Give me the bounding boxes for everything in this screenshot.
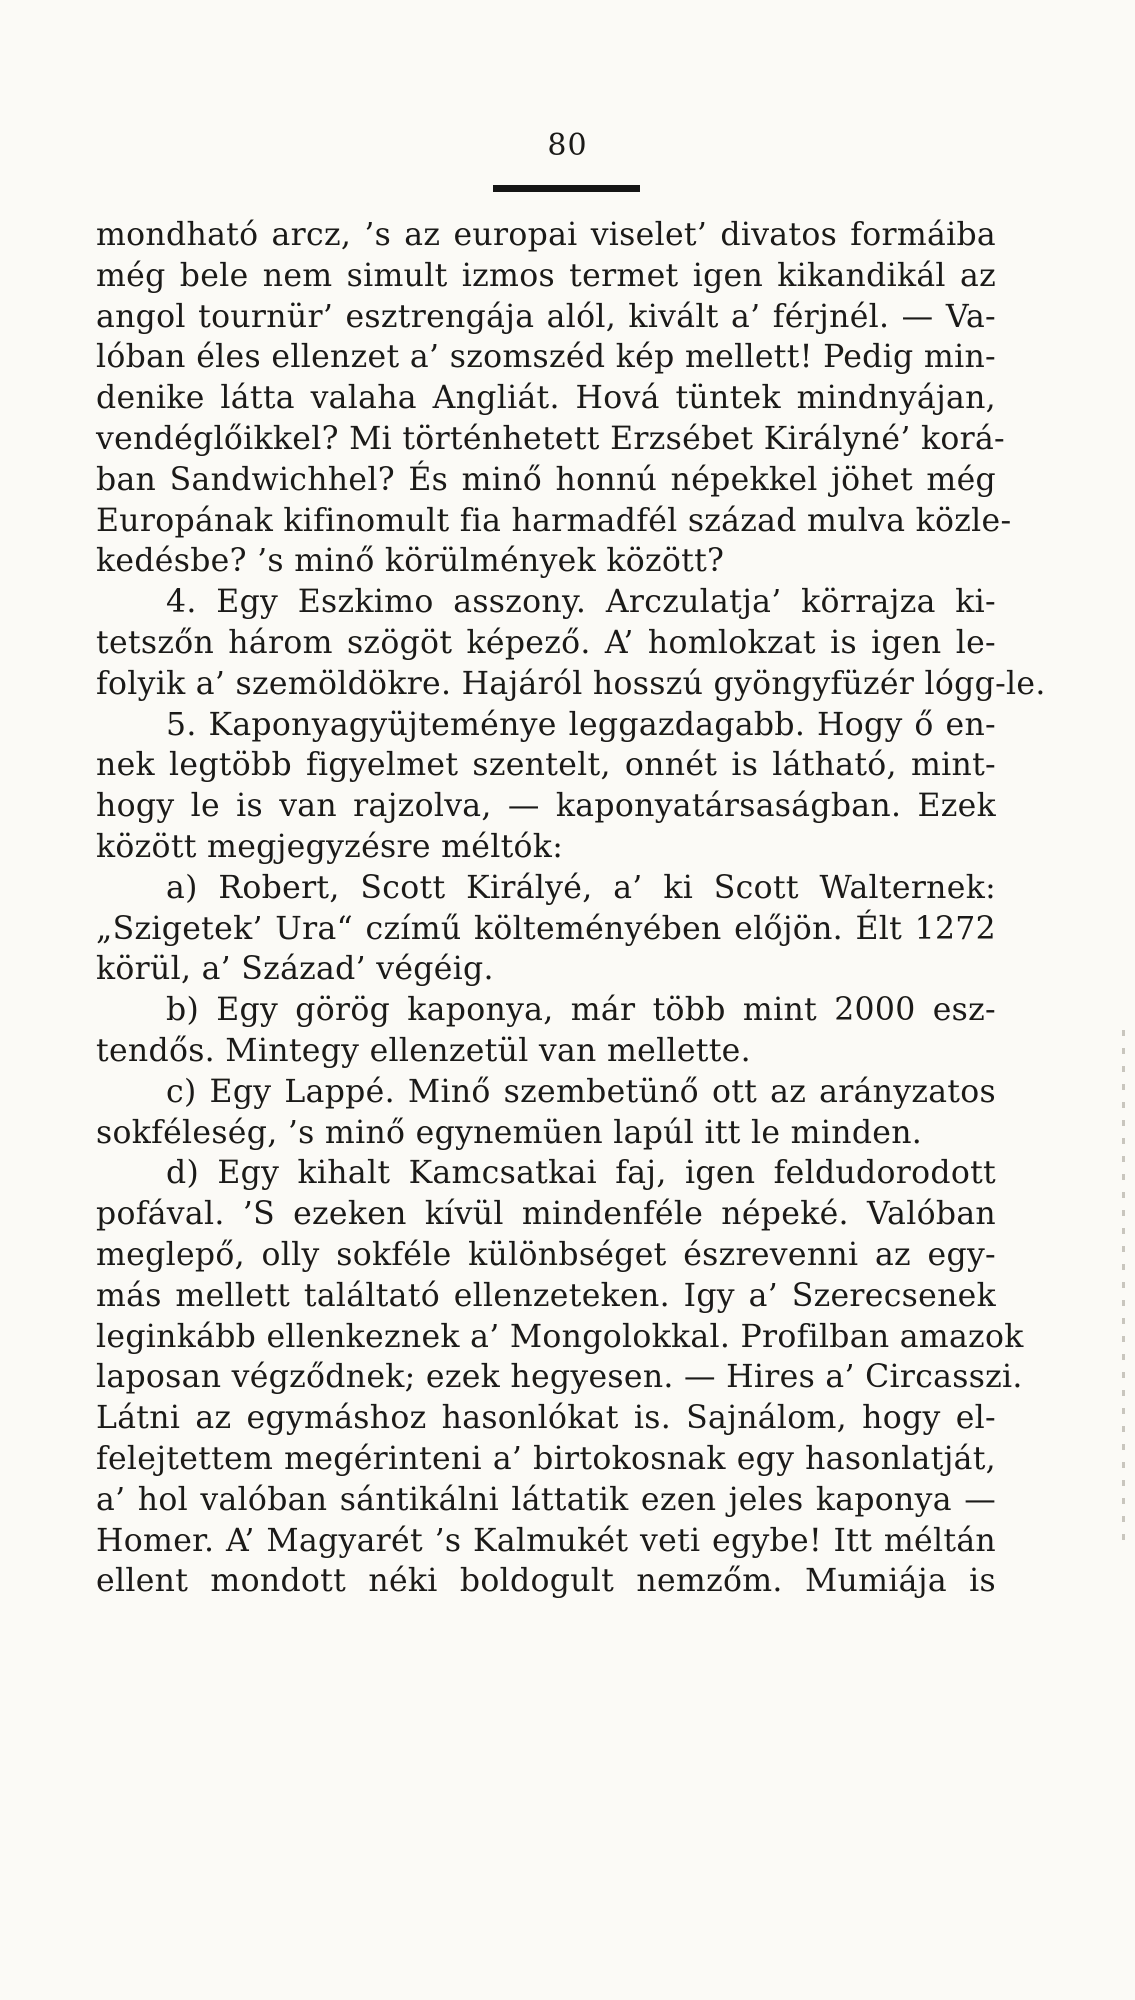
text-line: Europának kifinomult fia harmadfél század mulva közle- [96,502,1012,539]
text-line: leginkább ellenkeznek a’ Mongolokkal. Profilban amazok [96,1318,1024,1355]
page-edge-shadow [1122,1030,1125,1550]
text-line: még bele nem simult izmos termet igen kikandikál az [96,257,996,294]
text-line: mondható arcz, ’s az europai viselet’ divatos formáiba [96,217,996,253]
text-line: laposan végződnek; ezek hegyesen. — Hires a’ Circasszi. [96,1359,1023,1396]
text-line: hogy le is van rajzolva, — kaponyatársaságban. Ezek [96,788,996,825]
text-line: Látni az egymáshoz hasonlókat is. Sajnálom, hogy el- [96,1400,996,1437]
text-line: lóban éles ellenzet a’ szomszéd kép mellett! Pedig min- [96,339,996,376]
text-line: c) Egy Lappé. Minő szembetünő ott az arányzatos [166,1073,996,1110]
text-line: angol tournür’ esztrengája alól, kivált a’ férjnél. — Va- [96,298,996,335]
text-line: tendős. Mintegy ellenzetül van mellette. [96,1032,751,1069]
text-line: „Szigetek’ Ura“ czímű költeményében előjön. Élt 1272 [96,910,996,947]
text-line: denike látta valaha Angliát. Hová tüntek mindnyájan, [96,380,996,417]
text-line: felejtettem megérinteni a’ birtokosnak egy hasonlatját, [96,1440,996,1477]
text-line: a’ hol valóban sántikálni láttatik ezen jeles kaponya — [96,1481,996,1518]
body-text [96,215,1046,1602]
text-line: pofával. ’S ezeken kívül mindenféle népeké. Valóban [96,1196,996,1233]
text-line: sokféleség, ’s minő egynemüen lapúl itt le minden. [96,1114,923,1151]
text-line: a) Robert, Scott Királyé, a’ ki Scott Walternek: [166,869,996,906]
page-number: 80 [547,128,588,163]
text-line: más mellett találtató ellenzeteken. Igy a’ Szerecsenek [96,1277,996,1314]
text-line: d) Egy kihalt Kamcsatkai faj, igen feldudorodott [166,1155,996,1192]
text-line: tetszőn három szögöt képező. A’ homlokzat is igen le- [96,624,996,661]
text-line: körül, a’ Század’ végéig. [96,951,494,988]
text-line: Homer. A’ Magyarét ’s Kalmukét veti egybe! Itt méltán [96,1522,996,1559]
text-line: 5. Kaponyagyüjteménye leggazdagabb. Hogy ő en- [166,706,996,743]
header-rule [493,185,640,192]
text-line: ellent mondott néki boldogult nemzőm. Mumiája is [96,1563,996,1600]
text-line: kedésbe? ’s minő körülmények között? [96,543,725,580]
text-line: folyik a’ szemöldökre. Hajáról hosszú gyöngyfüzér lógg-le. [96,665,1046,702]
text-line: ban Sandwichhel? És minő honnú népekkel jöhet még [96,461,996,498]
text-line: b) Egy görög kaponya, már több mint 2000 esz- [166,992,996,1029]
text-line: nek legtöbb figyelmet szentelt, onnét is látható, mint- [96,747,996,784]
text-line: 4. Egy Eszkimo asszony. Arczulatja’ körrajza ki- [166,584,996,621]
text-line: meglepő, olly sokféle különbséget észrevenni az egy- [96,1236,996,1273]
text-line: vendéglőikkel? Mi történhetett Erzsébet Királyné’ korá- [96,420,1006,457]
text-line: között megjegyzésre méltók: [96,828,564,865]
